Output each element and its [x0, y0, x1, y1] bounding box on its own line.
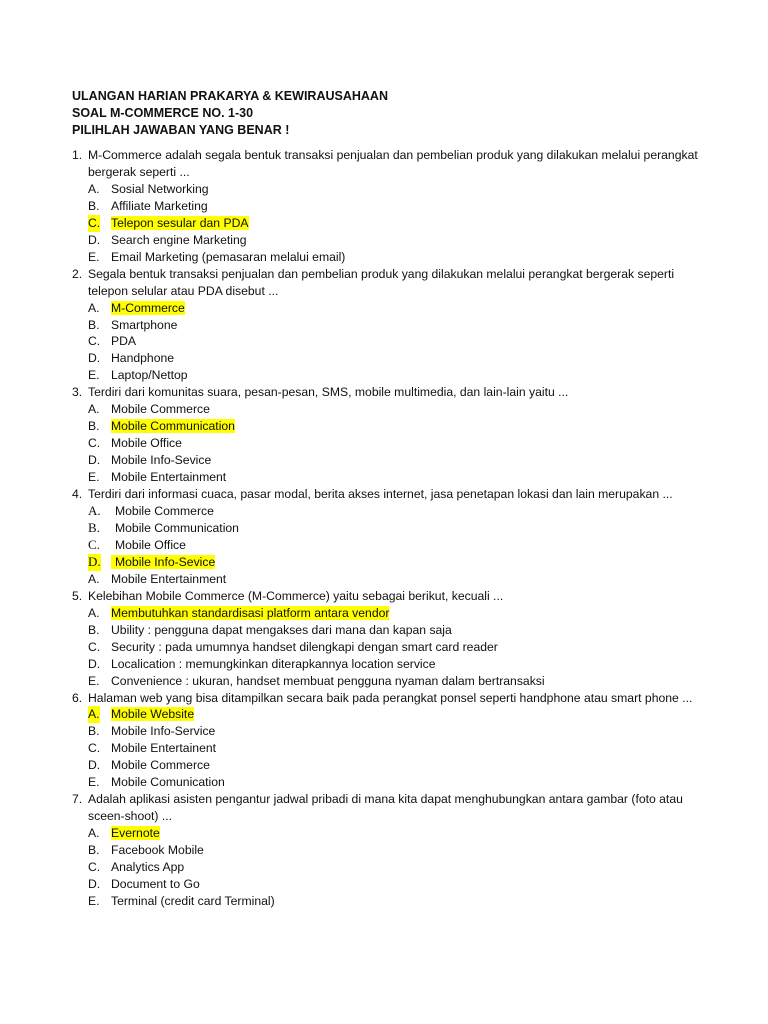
option-text: Mobile Info-Sevice [111, 453, 212, 468]
option-3a [72, 401, 712, 418]
option-letter: A. [88, 571, 100, 586]
option-text: Document to Go [111, 876, 200, 891]
option-6a [72, 706, 712, 723]
question-5 [72, 588, 712, 605]
option-text: Mobile Office [115, 537, 186, 552]
option-letter: D. [88, 453, 101, 468]
question-text: Terdiri dari komunitas suara, pesan-pesan, SMS, mobile multimedia, dan lain-lain yaitu ... [88, 385, 569, 400]
option-text: Convenience : ukuran, handset membuat pengguna nyaman dalam bertransaksi [111, 673, 545, 688]
option-letter: D. [88, 232, 101, 247]
option-letter: B. [88, 724, 100, 739]
option-letter: C. [88, 860, 101, 875]
header-subtitle: SOAL M-COMMERCE NO. 1-30 [72, 106, 254, 120]
option-letter: B. [88, 622, 100, 637]
option-1a [72, 181, 712, 198]
option-text: Mobile Commerce [111, 402, 210, 417]
option-text: Mobile Comunication [111, 775, 225, 790]
option-letter: B. [88, 317, 100, 332]
option-letter: D. [88, 656, 101, 671]
header-instruction: PILIHLAH JAWABAN YANG BENAR ! [72, 123, 290, 137]
question-text: Terdiri dari informasi cuaca, pasar modal, berita akses internet, jasa penetapan lokasi dan lain merupakan ... [88, 487, 673, 502]
option-1b [72, 198, 712, 215]
option-2a [72, 300, 712, 317]
option-6d [72, 757, 712, 774]
option-text: Mobile Commerce [115, 504, 214, 519]
option-4b [72, 520, 712, 537]
question-text: Adalah aplikasi asisten pengantur jadwal pribadi di mana kita dapat menghubungkan antara gambar (foto atau sceen-shoot) ... [88, 792, 683, 824]
option-letter: A. [88, 707, 100, 722]
option-text: Smartphone [111, 317, 178, 332]
option-text: Mobile Entertainent [111, 741, 217, 756]
option-letter: E. [88, 249, 100, 264]
question-number: 7. [72, 792, 83, 807]
option-2d [72, 350, 712, 367]
option-2e [72, 367, 712, 384]
question-2 [72, 266, 712, 300]
option-3c [72, 435, 712, 452]
question-3 [72, 384, 712, 401]
option-letter: A. [88, 300, 100, 315]
option-3b [72, 418, 712, 435]
option-4d [72, 554, 712, 571]
option-letter: E. [88, 470, 100, 485]
option-text: Facebook Mobile [111, 843, 204, 858]
option-letter: C. [88, 215, 101, 230]
option-letter: B. [88, 519, 100, 535]
option-text: Mobile Entertainment [111, 571, 227, 586]
option-text: Affiliate Marketing [111, 198, 208, 213]
option-letter: A. [88, 826, 100, 841]
option-letter: C. [88, 436, 101, 451]
option-7c [72, 859, 712, 876]
option-text: Sosial Networking [111, 181, 209, 196]
option-letter: A. [88, 605, 100, 620]
document-header [72, 88, 388, 139]
option-5b [72, 622, 712, 639]
option-letter: D. [88, 876, 101, 891]
option-text: Localication : memungkinkan diterapkannya location service [111, 656, 436, 671]
option-letter: B. [88, 198, 100, 213]
option-text: Email Marketing (pemasaran melalui email) [111, 249, 346, 264]
option-text: Terminal (credit card Terminal) [111, 893, 275, 908]
option-4e [72, 571, 712, 588]
question-number: 1. [72, 148, 83, 162]
option-1e [72, 249, 712, 266]
option-text: Mobile Office [111, 436, 182, 451]
question-1 [72, 147, 712, 181]
question-number: 6. [72, 690, 83, 705]
option-3e [72, 469, 712, 486]
option-text: Mobile Commerce [111, 758, 210, 773]
answer-highlight: Mobile Communication [111, 419, 235, 434]
option-letter: D. [88, 553, 101, 569]
answer-highlight: Telepon sesular dan PDA [111, 215, 249, 230]
question-4 [72, 486, 712, 503]
answer-highlight: Mobile Website [111, 707, 195, 722]
option-letter: C. [88, 536, 100, 552]
option-letter: B. [88, 843, 100, 858]
option-text: Laptop/Nettop [111, 368, 188, 383]
option-text: Ubility : pengguna dapat mengakses dari mana dan kapan saja [111, 622, 452, 637]
question-7 [72, 791, 712, 825]
option-letter: E. [88, 775, 100, 790]
question-number: 2. [72, 266, 83, 281]
option-letter: E. [88, 893, 100, 908]
question-number: 4. [72, 487, 83, 502]
answer-highlight: Evernote [111, 826, 160, 841]
option-5a [72, 605, 712, 622]
option-1c [72, 215, 712, 232]
option-6c [72, 740, 712, 757]
option-letter: A. [88, 402, 100, 417]
option-6e [72, 774, 712, 791]
option-text: Mobile Info-Service [111, 724, 216, 739]
option-letter: E. [88, 368, 100, 383]
option-6b [72, 723, 712, 740]
option-2c [72, 333, 712, 350]
question-text: Halaman web yang bisa ditampilkan secara baik pada perangkat ponsel seperti handphone atau smart phone ... [88, 690, 693, 705]
question-text: Kelebihan Mobile Commerce (M-Commerce) yaitu sebagai berikut, kecuali ... [88, 588, 504, 603]
option-5d [72, 656, 712, 673]
answer-highlight: Mobile Info-Sevice [111, 555, 215, 569]
option-5e [72, 673, 712, 690]
question-list [72, 147, 712, 910]
option-text: Mobile Entertainment [111, 470, 227, 485]
option-2b [72, 317, 712, 334]
option-letter: D. [88, 758, 101, 773]
option-letter: A. [88, 503, 101, 519]
option-letter: C. [88, 741, 101, 756]
question-number: 5. [72, 588, 83, 603]
option-7e [72, 893, 712, 910]
answer-highlight: M-Commerce [111, 300, 185, 315]
option-letter: A. [88, 181, 100, 196]
option-letter: C. [88, 334, 101, 349]
question-number: 3. [72, 385, 83, 400]
option-4c [72, 537, 712, 554]
option-text: Handphone [111, 351, 175, 366]
option-7b [72, 842, 712, 859]
option-text: Mobile Communication [115, 520, 239, 535]
option-text: Search engine Marketing [111, 232, 247, 247]
header-title: ULANGAN HARIAN PRAKARYA & KEWIRAUSAHAAN [72, 89, 388, 103]
option-text: Analytics App [111, 860, 185, 875]
option-5c [72, 639, 712, 656]
question-text: M-Commerce adalah segala bentuk transaksi penjualan dan pembelian produk yang dilakukan melalui perangkat bergerak seperti ... [88, 148, 698, 179]
option-7a [72, 825, 712, 842]
option-text: Security : pada umumnya handset dilengkapi dengan smart card reader [111, 639, 498, 654]
option-letter: B. [88, 419, 100, 434]
option-1d [72, 232, 712, 249]
option-4a [72, 503, 712, 520]
option-letter: D. [88, 351, 101, 366]
answer-highlight: Membutuhkan standardisasi platform antara vendor [111, 605, 390, 620]
option-3d [72, 452, 712, 469]
question-text: Segala bentuk transaksi penjualan dan pembelian produk yang dilakukan melalui perangkat bergerak seperti telepon selular atau PDA disebut ... [88, 266, 675, 298]
option-letter: C. [88, 639, 101, 654]
option-text: PDA [111, 334, 137, 349]
question-6 [72, 690, 712, 707]
option-letter: E. [88, 673, 100, 688]
option-7d [72, 876, 712, 893]
